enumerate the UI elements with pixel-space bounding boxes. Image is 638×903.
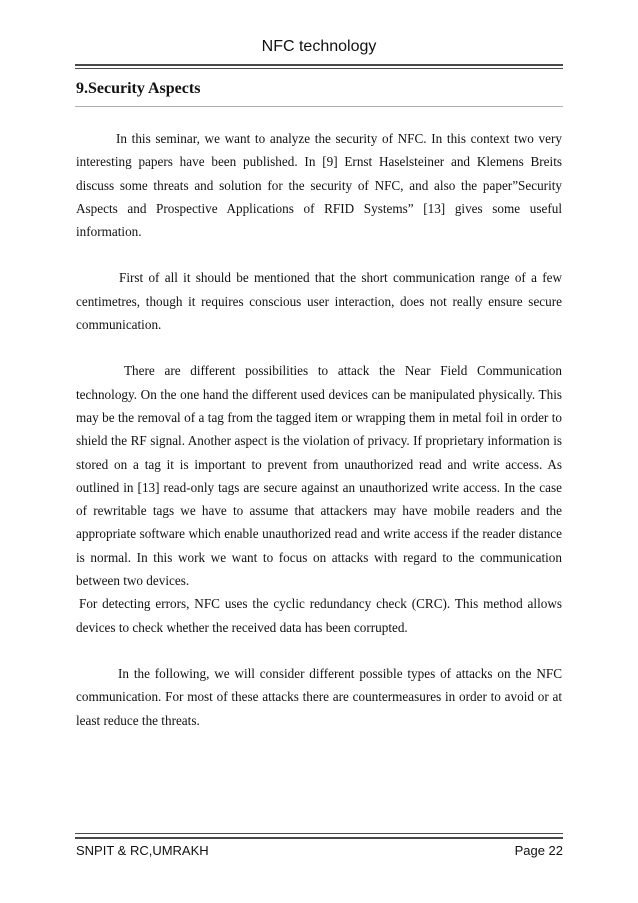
header-rule-thin [75,68,563,69]
paragraph-range: First of all it should be mentioned that the short communication range of a few centimetres, though it requires conscious user interaction, does not really ensure secure communication. [76,270,562,333]
section-divider [75,106,563,107]
footer-rule-thick [75,837,563,839]
header-rule-thick [75,64,563,66]
paragraph-following: In the following, we will consider different possible types of attacks on the NFC communication. For most of these attacks there are countermeasures in order to avoid or at least reduce the threats. [76,665,562,728]
footer-page-number: Page 22 [514,843,563,858]
footer-institution: SNPIT & RC,UMRAKH [76,843,209,858]
paragraph-attacks: There are different possibilities to attack the Near Field Communication technology. On the one hand the different used devices can be manipulated physically. This may be the removal of a tag from the tagged item or wrapping them in metal foil in order to shield the RF signal. Another aspect is the violation of privacy. If proprietary information is stored on a tag it is important to prevent from unauthorized read and write access. As outlined in [13] read-only tags are secure against an unauthorized write access. In the case of rewritable tags we have to assume that attackers may have mobile readers and the appropriate software which enable unauthorized read and write access if the reader distance is normal. In this work we want to focus on attacks with regard to the communication between two devices. [76,363,562,589]
paragraph-crc: For detecting errors, NFC uses the cyclic redundancy check (CRC). This method allows devices to check whether the received data has been corrupted. [76,596,562,635]
footer-rule-thin [75,833,563,834]
running-header-title: NFC technology [261,38,377,55]
section-heading: 9.Security Aspects [76,80,201,97]
body-text [76,127,562,755]
paragraph-intro: In this seminar, we want to analyze the security of NFC. In this context two very interesting papers have been published. In [9] Ernst Haselsteiner and Klemens Breits discuss some threats and solution for the security of NFC, and also the paper”Security Aspects and Prospective Applications of RFID Systems” [13] gives some useful information. [76,131,562,240]
